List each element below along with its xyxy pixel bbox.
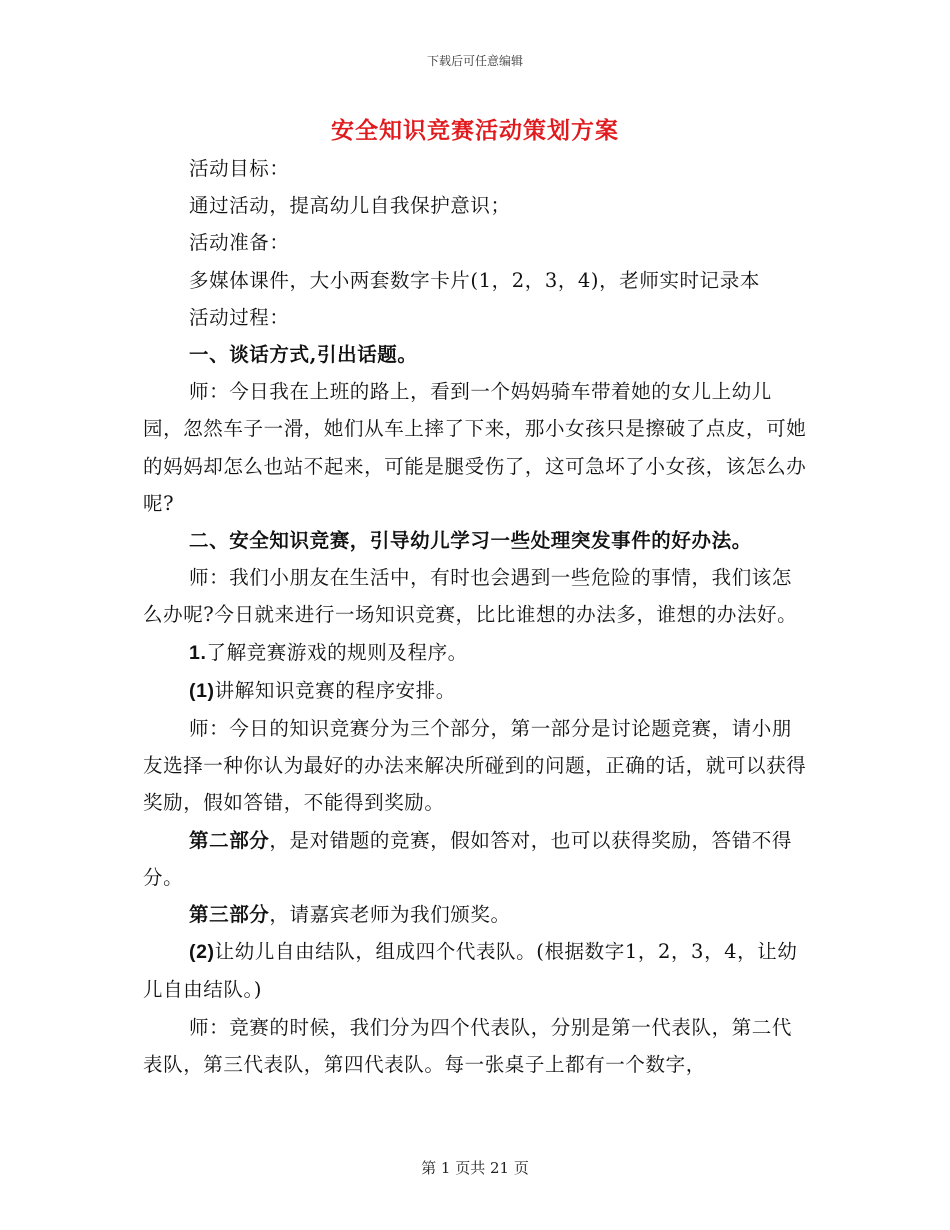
page-footer: 第 1 页共 21 页: [421, 1159, 529, 1177]
process-label: 活动过程：: [189, 305, 290, 329]
document-title: 安全知识竞赛活动策划方案: [331, 117, 619, 144]
prep-label: 活动准备：: [189, 231, 290, 255]
goal-text: 通过活动，提高幼儿自我保护意识；: [189, 194, 511, 218]
part3-paragraph: [143, 896, 807, 933]
section2-paragraph: 师：我们小朋友在生活中，有时也会遇到一些危险的事情，我们该怎么办呢?今日就来进行一场知识竞赛，比比谁想的办法多，谁想的办法好。: [143, 566, 798, 627]
sub-item2-number: (2): [189, 941, 215, 964]
document-body: [143, 150, 807, 1083]
part2-text: ，是对错题的竞赛，假如答对，也可以获得奖励，答错不得分。: [143, 828, 793, 889]
part3-label: 第三部分: [189, 903, 270, 927]
sub-item1-paragraph: 师：今日的知识竞赛分为三个部分，第一部分是讨论题竞赛，请小朋友选择一种你认为最好的办法来解决所碰到的问题，正确的话，就可以获得奖励，假如答错，不能得到奖励。: [143, 717, 807, 815]
item1-number: 1.: [189, 641, 207, 664]
part2-paragraph: [143, 822, 807, 896]
part3-text: ，请嘉宾老师为我们颁奖。: [269, 903, 511, 927]
sub-item1-number: (1): [189, 679, 215, 702]
prep-text: 多媒体课件，大小两套数字卡片(1，2，3，4)，老师实时记录本: [189, 268, 760, 292]
section1-paragraph: 师：今日我在上班的路上，看到一个妈妈骑车带着她的女儿上幼儿园，忽然车子一滑，她们从车上摔了下来，那小女孩只是擦破了点皮，可她的妈妈却怎么也站不起来，可能是腿受伤了，这可急坏了小女孩，该怎么办呢?: [143, 380, 807, 515]
part2-label: 第二部分: [189, 828, 270, 852]
sub-item2-paragraph: 师：竞赛的时候，我们分为四个代表队，分别是第一代表队，第二代表队，第三代表队，第四代表队。每一张桌子上都有一个数字，: [143, 1015, 793, 1076]
header-note: 下载后可任意编辑: [426, 54, 523, 68]
item1: [143, 634, 807, 672]
sub-item2: [143, 933, 807, 1008]
section2-heading: 二、安全知识竞赛，引导幼儿学习一些处理突发事件的好办法。: [189, 529, 752, 553]
sub-item1-text: 讲解知识竞赛的程序安排。: [214, 678, 456, 702]
goal-label: 活动目标：: [189, 157, 290, 180]
sub-item2-text: 让幼儿自由结队，组成四个代表队。(根据数字1，2，3，4，让幼儿自由结队。): [143, 940, 798, 1002]
item1-text: 了解竞赛游戏的规则及程序。: [206, 640, 468, 664]
section1-heading: 一、谈话方式,引出话题。: [189, 343, 418, 367]
sub-item1: [143, 672, 807, 710]
